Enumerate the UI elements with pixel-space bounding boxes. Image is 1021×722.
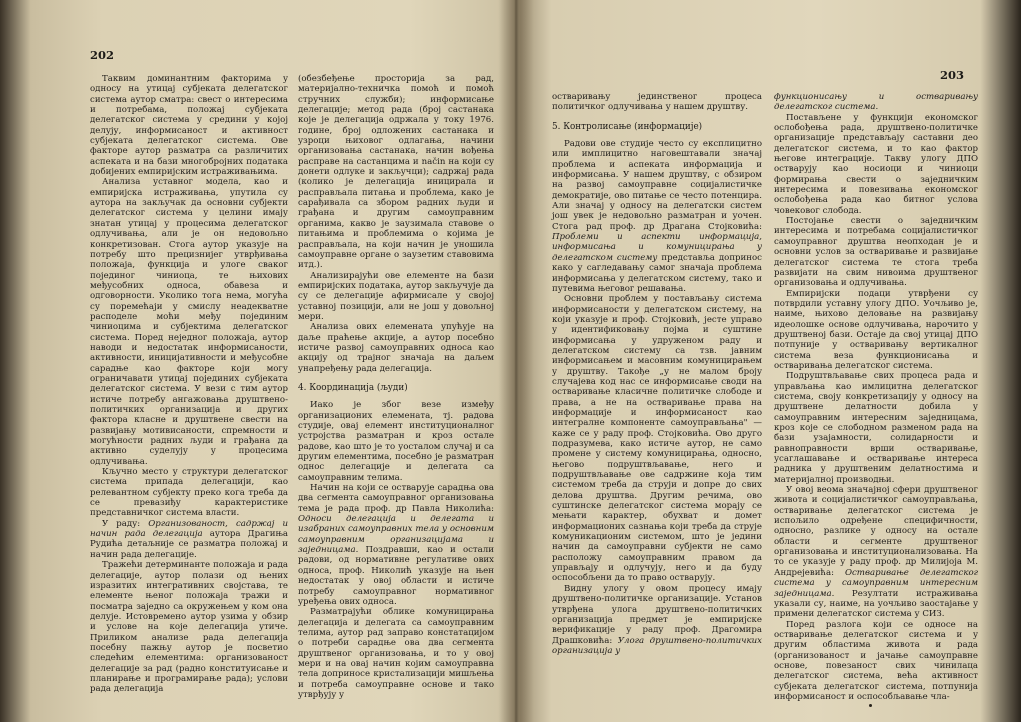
paragraph: Анализа ових елемената упућује на даље праћење акције, а аутор посебно истиче развој самоуправних односа као акцију од трајног значаја на даљем унапређењу рада делегација. [298, 322, 494, 374]
paragraph: Таквим доминантним факторима у односу на утицај субјеката делегатског система аутор сматра: свест о интересима и потребама, положај субјеката делегатског система у средини у којој делују, информисаност и активност субјеката делегатског система. Ове факторе аутор разматра са различитих аспеката и на бази многобројних података добијених емпиријским истраживањима. [90, 74, 288, 178]
paper-title: Улога друштвено-политичких организација у [552, 635, 762, 656]
text-column-1 [90, 74, 288, 695]
paragraph: Иако је због везе између организационих елемената, тј. радова студије, овај елемент институционалног устројства разматран и кроз остале радове, као што је то уосталом случај и са другим елементима, посебно је разматран однос делегације и делегата са самоуправним телима. [298, 400, 494, 483]
text-column-2 [298, 74, 494, 700]
paragraph [774, 92, 978, 113]
paragraph: Видну улогу у овом процесу имају друштвено-политичке организације. Установ утврђена улога друштвено-политичких организација предмет је емпиријске верификације у раду проф. Драгомира Драшковића: Улога друштвено-политичких организација у [552, 583, 762, 656]
section-heading: 4. Координација (људи) [298, 382, 408, 393]
paragraph: Разматрајући облике комуницирања делегација и делегата са самоуправним телима, аутор рад заправо констатацијом о потреби сарадње ова два сегмента друштвеног организовања, и то у овој мери и на овај начин којим самоуправна тела доприносе кристализацији мишљења и потреба самоуправне основе и тако утврђују у [298, 607, 494, 700]
paper-title: Проблеми и аспекти информација, информисања и комуницирања у делегатском систему [552, 232, 762, 263]
section-heading: 5. Контролисање (информације) [552, 121, 703, 132]
right-page [512, 0, 1021, 722]
paper-title: Организованост, садржај и начин рада делегација [90, 518, 288, 540]
paragraph: Постављене у функцији економског ослобођења рада, друштвено-политичке организације представљају саставни део делегатског система, и то као фактор његове интеграције. Такву улогу ДПО остварују као носиоци и чиниоци формирања свести о заједничким интересима и повезивања економског ослобођења рада као битног услова човековог слобода. [774, 112, 978, 216]
text-column-1 [552, 92, 762, 656]
ink-speck [869, 704, 872, 707]
paragraph: Радови ове студије често су експлицитно или имплицитно наговештавали значај проблема и аспеката информација и информисања. У нашем друштву, с обзиром на развој самоуправне социјалистичке демократије, ово питање се често потенцира. Али значај у односу на делегатски систем још увек је недовољно разматран и уочен. Стога рад проф. др Драгана Стојковића: Проблеми и аспекти информација, информисања и комуницирања у делегатском систему представља допринос како у сагледавању самог значаја проблема информисања у делегатском систему, тако и путевима његовог решавања. [552, 139, 762, 294]
paragraph: Начин на који се остварује сарадња ова два сегмента самоуправног организовања тема је рада проф. др Павла Николића: Односи делегација и делегата и изабраних самоуправних тела у основним самоуправним организацијама и заједницама. Поздравши, као и остали радови, од нормативне регулативе ових односа, проф. Николић указује на њен недостатак у овој области и истиче потребу самоуправног нормативног уређења ових односа. [298, 483, 494, 607]
paragraph: (обезбеђење просторија за рад, материјално-техничка помоћ и помоћ стручних служби); информисање делегације; метод рада (број састанака које је делегација одржала у току 1976. године, број одложених састанака и узроци њиховог одлагања, начини организовања састанака, начин вођења расправе на састанцима и način на који су донети одлуке и закључци); садржај рада (колико је делегација иницирала и расправљала питања и проблема, како је сарађивала са збором радних људи и грађана и другим самоуправним органима, какво је заузимала ставове о питањима и проблемима о којима је расправљала, на који начин је уношила самоуправне органе о заузетим ставовима итд.). [298, 74, 494, 271]
paragraph: У овој веома значајној сфери друштвеног живота и социјалистичког самоуправљања, остваривање делегатског система је испољило одређене специфичности, односно, разлике у односу на остале области и сегменте друштвеног организовања и институционализовања. На то се указује у раду проф. др Милијоја М. Андрејевића: Остваривање делегатског система у самоуправним интересним заједницама. Резултати истраживања указали су, наиме, на уочљиво заостајање у примени делегатског система у СИЗ. [774, 485, 979, 620]
paragraph: Подруштвљавање свих процеса рада и управљања као имлицитна делегатског система, своју конкретизацију у односу на друштвене делатности добила у самоуправним интересним заједницама, кроз које се слободном разменом рада на бази узајамности, солидарности и равноправности врши остваривање, усаглашавање и остваривање интереса радника у друштвеним делатностима и материјалној производњи. [774, 371, 978, 485]
text-column-2 [774, 92, 978, 702]
paragraph: Поред разлога који се односе на остваривање делегатског система и у другим областима живота и рада (организованост и јачање самоуправне основе, повезаност свих чинилаца делегатског система, већа активност субјеката делегатског система, потпунија информисаност и оспособљавање чла- [774, 619, 978, 702]
page-number: 202 [90, 48, 115, 62]
paragraph: Емпиријски подаци утврђени су потврдили уставну улогу ДПО. Уочљиво је, наиме, њихово деловање на развијању идеолошке основе одлучивања, нарочито у друштвеној бази. Остаје да свој утицај ДПО потпуније у остваривању вертикалног система веза функционисања и остваривања делегатског система. [774, 288, 978, 371]
paragraph: Постојање свести о заједничким интересима и потребама социјалистичког самоуправног друштва неопходан је и основни услов за остваривање и развијање делегатског система те стога треба развијати на свим нивоима друштвеног организовања и одлучивања. [774, 216, 978, 289]
paper-title: функционисању и остваривању делегатског система. [774, 92, 978, 113]
paragraph: остваривању јединственог процеса политичког одлучивања у нашем друштву. [552, 92, 762, 113]
paragraph: Анализирајући ове елементе на бази емпиријских података, аутор закључује да су се делегације афирмисале у својој уставној позицији, али не још у довољној мери. [298, 270, 494, 322]
paragraph: У раду: Организованост, садржај и начин рада делегација аутора Драгиња Рудића детаљније се разматра положај и начин рада делегације. [90, 518, 289, 560]
paper-title: Остваривање делегатског система у самоуправним интересним заједницама. [774, 567, 979, 599]
paper-title: Односи делегација и делегата и изабраних самоуправних тела у основним самоуправним организацијама и заједницама. [298, 514, 494, 556]
paragraph: Основни проблем у постављању система информисаности у делегатском систему, на који указује и проф. Стојковић, јесте управо у идентификовању појма и суштине информисања у удруженом раду и делегатском систему са тзв. јавним информисањем и масовним комуницирањем у друштву. Такође „у не малом броју случајева код нас се информисање своди на остваривање класичне политичке слободе и права, а не на остваривање права на информације и информисаност као интегралне компоненте самоуправљања" — каже се у раду проф. Стојковића. Ово друго подразумева, како истиче аутор, не само промене у систему комуницирања, односно, његово подруштвљавање, него и подруштвљавање ове садржине која тим системом треба да струји и допре до свих делова друштва. Другим речима, ово суштинске делегатског система морају се мењати карактер, обухват и домет информационих сазнања који треба да струје комуникационим системом, што је једини начин да самоуправни субјекти не само расположу самоуправним правом да управљају и одлучују, него и да буду оспособљени да то право остварују. [552, 294, 762, 584]
paragraph: Кључно место у структури делегатског система припада делегацији, као релевантном субјекту преко кога треба да се превазиђу карактеристике представничког система власти. [90, 467, 288, 519]
paragraph: Анализа уставног модела, као и емпиријска истраживања, упутила су аутора на закључак да основни субјекти делегатског система у целини имају знатан утицај у процесима делегатског одлучивања, али је он недовољно конкретизован. Стога аутор указује на потребу што прецизнијег утврђивања положаја, функција и улоге сваког појединог чиниоца, те њихових међусобних односа, обавеза и одговорности. Уколико тога нема, могућа су поремећаји у смислу неадекватне расподеле моћи међу појединим чиниоцима и субјектима делегатског система. Поред неједног положаја, аутор наводи и недостатак информисаности, активности, иницијативности и међусобне сарадње као факторе који могу ограничавати утицај појединих субјеката делегатског система. У вези с тим аутор истиче потребу ангажовања друштвено-политичких организација и других фактора класне и друштвене свести на развијању мотивисаности, спремности и могућности радних људи и грађана да активно суделују у процесима одлучивања. [90, 177, 288, 467]
page-number: 203 [940, 68, 965, 82]
paragraph: Тражећи детерминанте положаја и рада делегације, аутор полази од њених изразитих интегративних својстава, те елементе њеног положаја тражи и посматра заједно са окружењем у ком она делује. Истовремено аутор узима у обзир и услове на које делегација утиче. Приликом анализе рада делегација посебну пажњу аутор је посветио следећим елементима: организованост делегације за рад (радно конституисање и планирање и програмирање рада); услови рада делегација [90, 560, 288, 695]
